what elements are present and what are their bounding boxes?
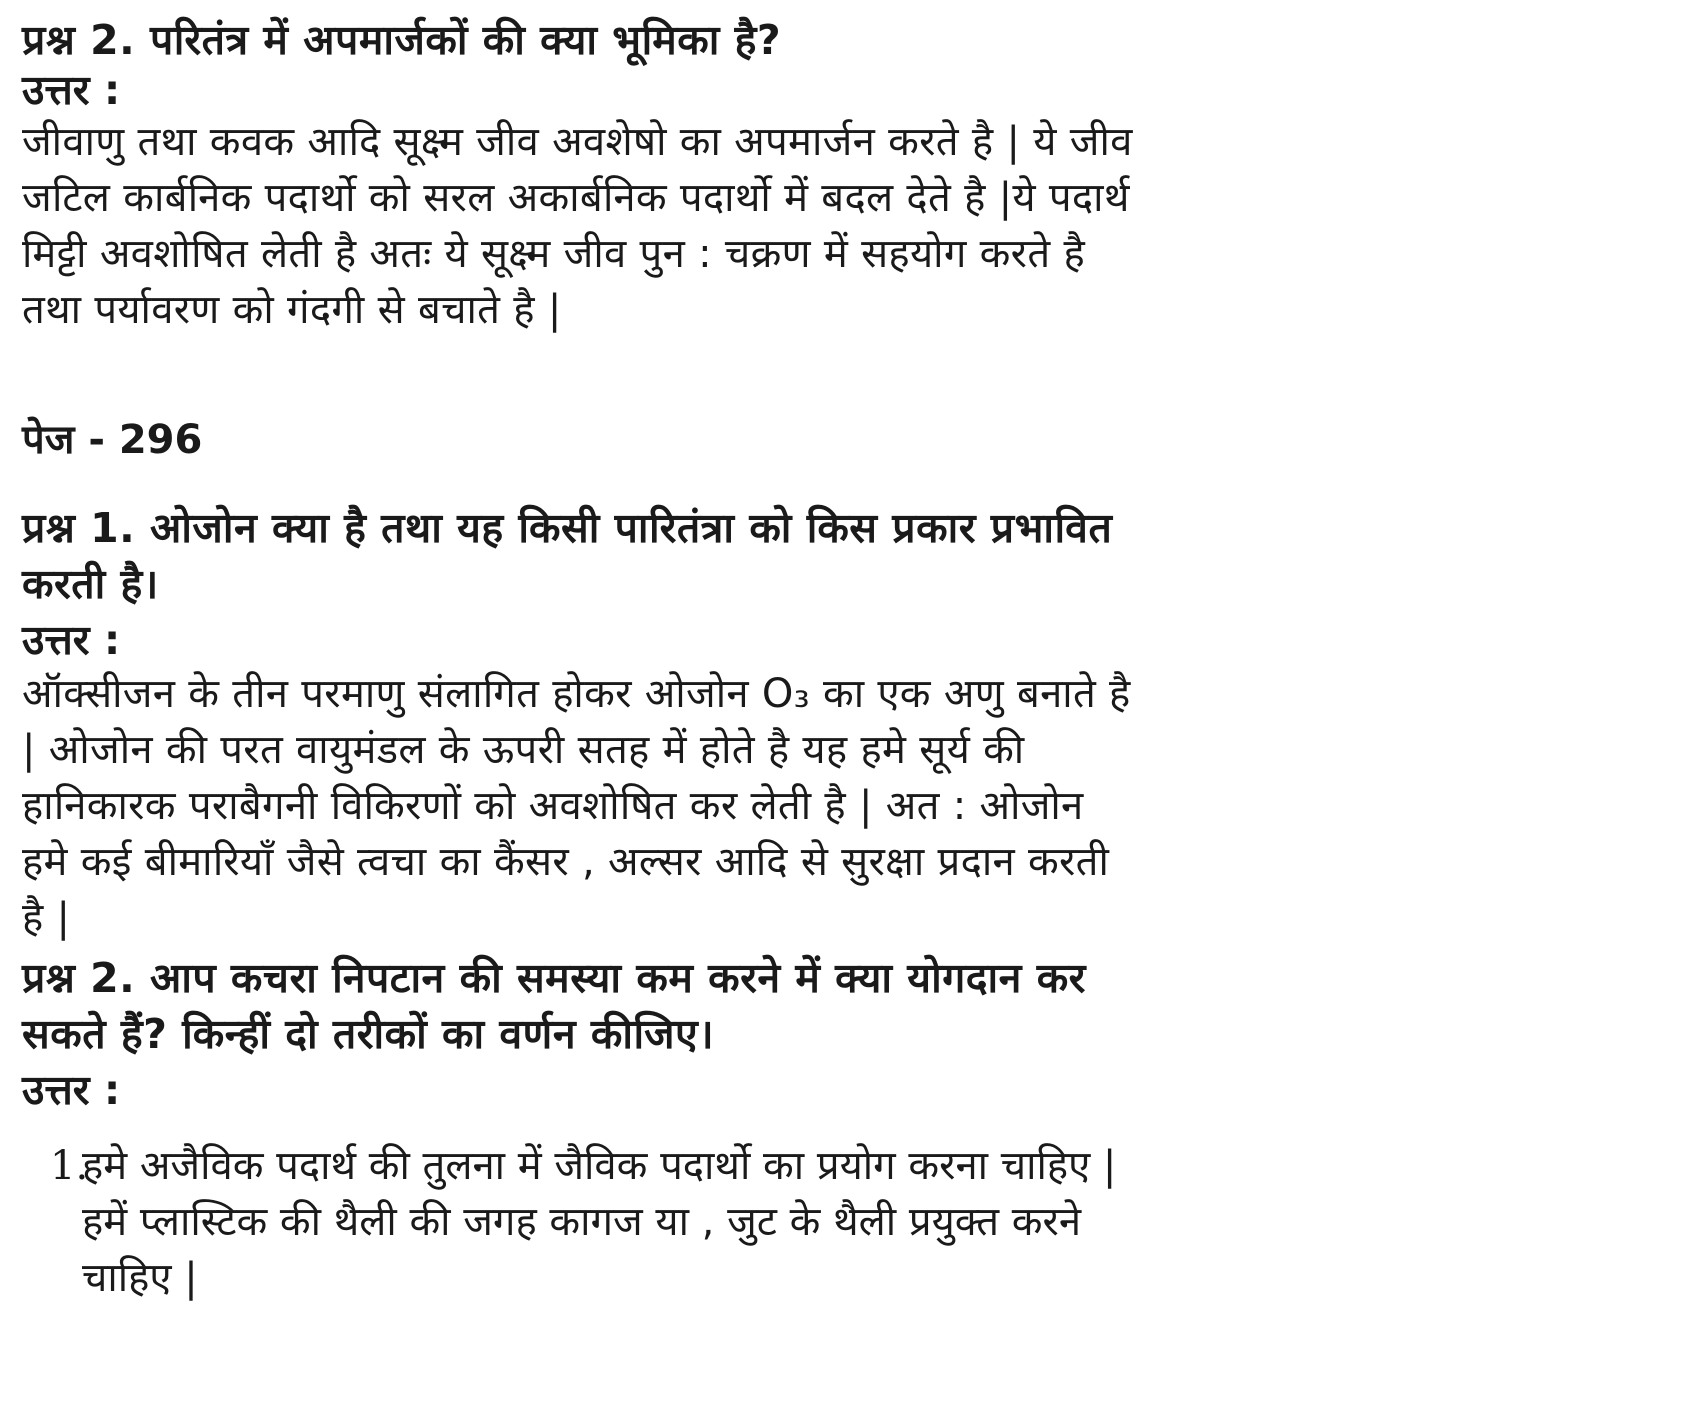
question-heading: प्रश्न 2. आप कचरा निपटान की समस्या कम करने में क्या योगदान कर सकते हैं? किन्हीं दो तरीकों का वर्णन कीजिए। [22,954,1086,1058]
question-heading: प्रश्न 2. परितंत्र में अपमार्जकों की क्या भूमिका है? [22,16,782,64]
answer-label: उत्तर : [22,66,121,114]
question-block-3 [22,950,1122,1306]
answer-list [22,1138,1122,1306]
answer-text: जीवाणु तथा कवक आदि सूक्ष्म जीव अवशेषो का अपमार्जन करते है | ये जीव जटिल कार्बनिक पदार्थो को सरल अकार्बनिक पदार्थो में बदल देते है |ये पदार्थ मिट्टी अवशोषित लेती है अतः ये सूक्ष्म जीव पुन : चक्रण में सहयोग करते है तथा पर्यावरण को गंदगी से बचाते है | [22,119,1133,333]
list-item [22,1138,1142,1306]
page-reference: पेज - 296 [22,417,203,463]
question-heading: प्रश्न 1. ओजोन क्या है तथा यह किसी पारितंत्रा को किस प्रकार प्रभावित करती है। [22,504,1113,608]
answer-label: उत्तर : [22,1066,121,1114]
answer-text: ऑक्सीजन के तीन परमाणु संलागित होकर ओजोन O₃ का एक अणु बनाते है | ओजोन की परत वायुमंडल के ऊपरी सतह में होते है यह हमे सूर्य की हानिकारक पराबैगनी विकिरणों को अवशोषित कर लेती है | अत : ओजोन हमे कई बीमारियाँ जैसे त्वचा का कैंसर , अल्सर आदि से सुरक्षा प्रदान करती है | [22,671,1131,941]
list-item-number: 1. [50,1143,89,1189]
answer-label: उत्तर : [22,616,121,664]
list-item-text: हमे अजैविक पदार्थ की तुलना में जैविक पदार्थो का प्रयोग करना चाहिए | हमें प्लास्टिक की थैली की जगह कागज या , जुट के थैली प्रयुक्त करने चाहिए | [82,1143,1117,1301]
question-block-1 [22,12,1142,338]
question-block-2 [22,500,1131,946]
